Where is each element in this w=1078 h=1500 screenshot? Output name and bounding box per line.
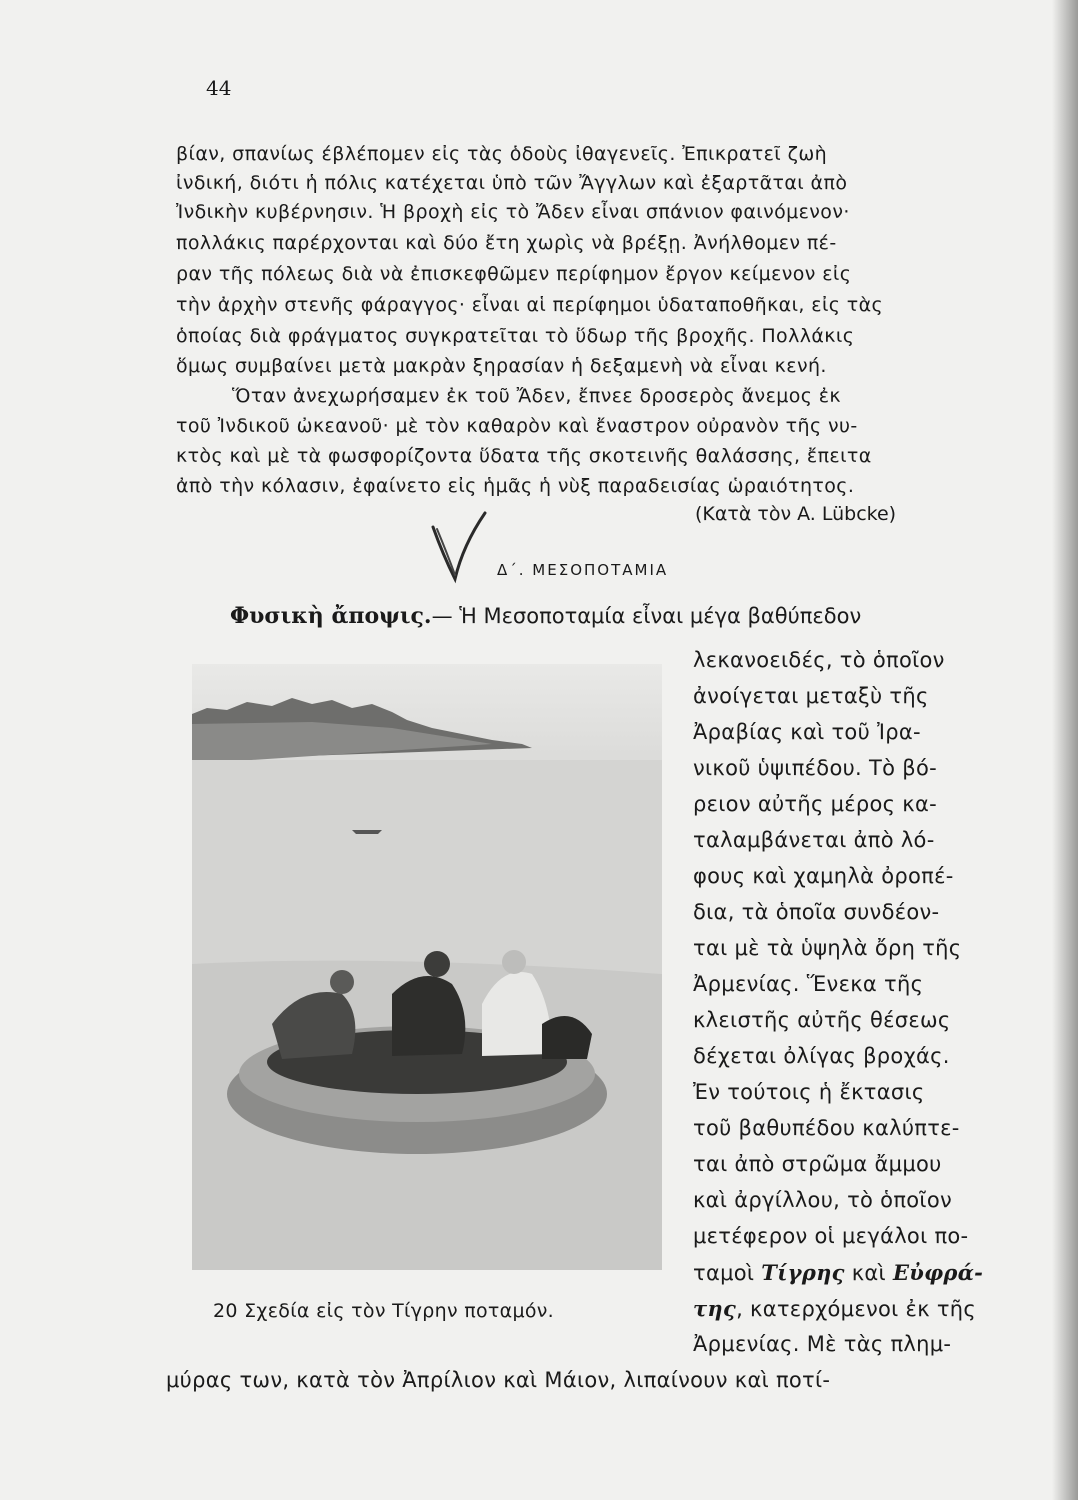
paragraph-line: ραν τῆς πόλεως διὰ νὰ ἐπισκεφθῶμεν περίφημον ἔργον κείμενον εἰς [176,263,852,285]
pencil-check-mark-icon [425,505,505,585]
paragraph-line: ὁποίας διὰ φράγματος συγκρατεῖται τὸ ὕδωρ τῆς βροχῆς. Πολλάκις [176,325,855,347]
column-line: λεκανοειδές, τὸ ὁποῖον [693,648,945,672]
column-text: ταμοὶ [693,1261,762,1285]
paragraph-line: ἰνδική, διότι ἡ πόλις κατέχεται ὑπὸ τῶν Ἄγγλων καὶ ἐξαρτᾶται ἀπὸ [176,172,848,194]
paragraph-line: πολλάκις παρέρχονται καὶ δύο ἔτη χωρὶς νὰ βρέξῃ. Ἀνήλθομεν πέ- [176,232,837,254]
column-line: φους καὶ χαμηλὰ ὀροπέ- [693,864,954,888]
column-text: , κατερχόμενοι ἐκ τῆς [736,1297,977,1321]
column-line: ρειον αὐτῆς μέρος κα- [693,792,937,816]
column-line: δια, τὰ ὁποῖα συνδέον- [693,900,940,924]
raft-photo [192,664,662,1270]
paragraph-line: βίαν, σπανίως έβλέπομεν εἰς τὰς ὁδοὺς ἰθαγενεῖς. Ἐπικρατεῖ ζωὴ [176,143,828,165]
passenger-head [502,950,526,974]
river-euphrates-end: της [693,1296,737,1321]
paragraph-line: τοῦ Ἰνδικοῦ ὠκεανοῦ· μὲ τὸν καθαρὸν καὶ ἔναστρον οὐρανὸν τῆς νυ- [176,415,858,437]
section-heading: Δ΄. ΜΕΣΟΠΟΤΑΜΙΑ [497,561,669,579]
column-line: ται ἀπὸ στρῶμα ἄμμου [693,1152,942,1176]
column-text: καὶ [844,1261,893,1285]
figure-caption: 20 Σχεδία εἰς τὸν Τίγρην ποταμόν. [213,1300,555,1322]
page-number: 44 [206,76,232,100]
column-line: νικοῦ ὑψιπέδου. Τὸ βό- [693,756,937,780]
river-tigris: Τίγρης [761,1260,845,1285]
column-line: ἀνοίγεται μεταξὺ τῆς [693,684,929,708]
column-line: κλειστῆς αὐτῆς θέσεως [693,1008,951,1032]
column-line [693,1298,976,1320]
column-line: καὶ ἀργίλλου, τὸ ὁποῖον [693,1188,953,1212]
paragraph-line: κτὸς καὶ μὲ τὰ φωσφορίζοντα ὕδατα τῆς σκοτεινῆς θαλάσσης, ἔπειτα [176,445,872,467]
paragraph-line: τὴν ἀρχὴν στενῆς φάραγγος· εἶναι αἱ περίφημοι ὑδαταποθῆκαι, εἰς τὰς [176,294,884,316]
paragraph-line: Ὅταν ἀνεχωρήσαμεν ἐκ τοῦ Ἄδεν, ἔπνεε δροσερὸς ἄνεμος ἐκ [232,385,842,407]
column-line: ται μὲ τὰ ὑψηλὰ ὄρη τῆς [693,936,962,960]
source-attribution: (Κατὰ τὸν A. Lübcke) [695,503,897,525]
subheading-line [230,603,861,629]
passenger [392,976,465,1056]
column-line: Ἀρμενίας. Ἕνεκα τῆς [693,972,924,996]
small-boat [352,830,382,834]
column-line: δέχεται ὀλίγας βροχάς. [693,1044,950,1068]
passenger-head [330,970,354,994]
column-line: ταλαμβάνεται ἀπὸ λό- [693,828,935,852]
column-line: Ἐν τούτοις ἡ ἔκτασις [693,1080,925,1104]
page-edge-shadow [1052,0,1078,1500]
column-line: μετέφερον οἱ μεγάλοι πο- [693,1224,969,1248]
subheading-continuation: — Ἡ Μεσοποταμία εἶναι μέγα βαθύπεδον [431,604,862,628]
river-euphrates: Εὐφρά- [892,1260,984,1285]
column-line: τοῦ βαθυπέδου καλύπτε- [693,1116,960,1140]
subheading: Φυσικὴ ἄποψις. [230,603,432,629]
paragraph-line: ἀπὸ τὴν κόλασιν, ἐφαίνετο εἰς ἡμᾶς ἡ νὺξ παραδεισίας ὡραιότητος. [176,475,855,497]
passenger-head [424,951,450,977]
column-line: Ἀρμενίας. Μὲ τὰς πλημ- [693,1332,952,1356]
column-line-rivers [693,1262,983,1284]
column-line: Ἀραβίας καὶ τοῦ Ἰρα- [693,720,921,744]
paragraph-line: Ἰνδικὴν κυβέρνησιν. Ἡ βροχὴ εἰς τὸ Ἄδεν εἶναι σπάνιον φαινόμενον· [176,201,850,223]
paragraph-line: ὅμως συμβαίνει μετὰ μακρὰν ξηρασίαν ἡ δεξαμενὴ νὰ εἶναι κενή. [176,355,827,377]
final-line: μύρας των, κατὰ τὸν Ἀπρίλιον καὶ Μάιον, λιπαίνουν καὶ ποτί- [166,1368,831,1392]
shore [192,722,492,764]
